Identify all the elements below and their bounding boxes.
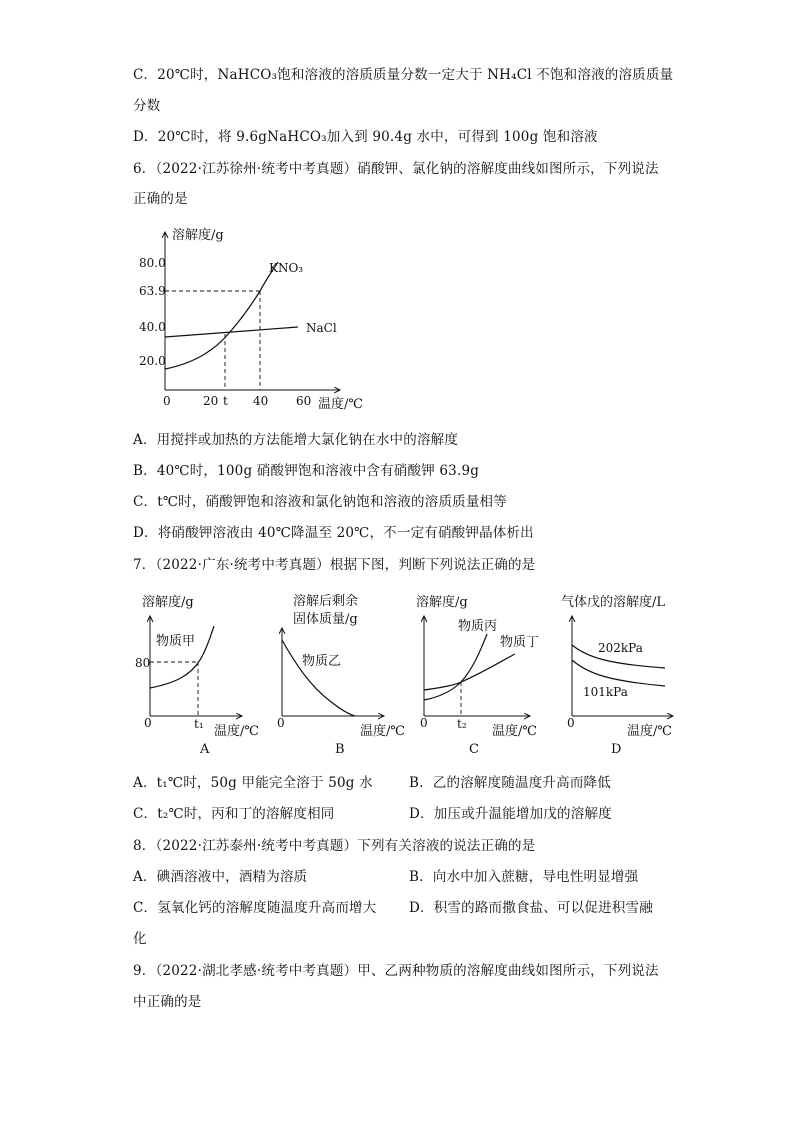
q7d-panel-letter: D xyxy=(611,742,622,757)
q7c-y-label: 溶解度/g xyxy=(416,595,468,610)
q7b-panel-letter: B xyxy=(335,742,345,757)
q6-option-b: B．40℃时，100g 硝酸钾饱和溶液中含有硝酸钾 63.9g xyxy=(133,463,480,479)
q6-option-a: A．用搅拌或加热的方法能增大氯化钠在水中的溶解度 xyxy=(133,432,459,448)
q6-series-nacl xyxy=(165,327,298,337)
q7a-ytick-80: 80 xyxy=(135,656,151,670)
q7-panels xyxy=(130,588,690,768)
q6-x-label: 温度/℃ xyxy=(318,397,363,412)
q6-ytick-80: 80.0 xyxy=(139,256,166,270)
q5-option-c-line1: C．20℃时，NaHCO₃饱和溶液的溶质质量分数一定大于 NH₄Cl 不饱和溶液的溶质质量 xyxy=(133,67,674,83)
q6-stem-line1: 6．（2022·江苏徐州·统考中考真题）硝酸钾、氯化钠的溶解度曲线如图所示，下列说法 xyxy=(133,161,659,177)
q6-xtick-t: t xyxy=(223,394,228,408)
q6-series-kno3-label: KNO₃ xyxy=(269,261,304,275)
q7a-origin: 0 xyxy=(144,716,152,730)
q7a-x-label: 温度/℃ xyxy=(214,724,259,739)
q6-ytick-20: 20.0 xyxy=(139,354,166,368)
q7-panel-b xyxy=(277,593,405,757)
q5-option-c-line2: 分数 xyxy=(133,98,161,114)
q7-option-c: C．t₂℃时，丙和丁的溶解度相同 xyxy=(133,806,335,822)
q6-xtick-0: 0 xyxy=(163,394,171,408)
q7b-y-label-line2: 固体质量/g xyxy=(293,612,358,627)
q7a-xtick-t1: t₁ xyxy=(194,717,204,731)
q7-panel-a xyxy=(135,594,259,757)
q7c-series-ding xyxy=(424,654,515,690)
q6-series-kno3 xyxy=(165,262,278,369)
q6-stem-line2: 正确的是 xyxy=(133,191,188,207)
q7c-series-bing-label: 物质丙 xyxy=(458,619,498,634)
q6-xtick-40: 40 xyxy=(253,394,269,408)
q7c-series-bing xyxy=(424,634,487,700)
q7b-x-label: 温度/℃ xyxy=(360,724,405,739)
q8-option-d-wrap: 化 xyxy=(133,931,147,947)
q7-option-a: A．t₁℃时，50g 甲能完全溶于 50g 水 xyxy=(133,775,373,791)
q6-ytick-63.9: 63.9 xyxy=(139,284,166,298)
q7b-origin: 0 xyxy=(277,716,285,730)
q7b-y-label-line1: 溶解后剩余 xyxy=(293,594,359,609)
q7-panel-c xyxy=(416,594,539,757)
q7d-origin: 0 xyxy=(567,716,575,730)
q7c-origin: 0 xyxy=(420,716,428,730)
q7a-panel-letter: A xyxy=(200,742,210,757)
q7d-series-202-label: 202kPa xyxy=(598,641,643,655)
q7d-series-101kpa xyxy=(572,660,665,686)
q6-xtick-20: 20 xyxy=(203,394,219,408)
q7a-y-label: 溶解度/g xyxy=(142,595,194,610)
q7a-series-label: 物质甲 xyxy=(156,634,196,649)
q6-y-label: 溶解度/g xyxy=(172,228,224,243)
q7c-xtick-t2: t₂ xyxy=(457,717,467,731)
q7c-panel-letter: C xyxy=(469,742,479,757)
q6-solubility-chart xyxy=(130,222,370,422)
q7d-x-label: 温度/℃ xyxy=(627,724,672,739)
q6-xtick-60: 60 xyxy=(296,394,312,408)
q9-stem-line2: 中正确的是 xyxy=(133,994,202,1010)
q6-series-nacl-label: NaCl xyxy=(306,321,337,335)
q6-ytick-40: 40.0 xyxy=(139,320,166,334)
q7c-x-label: 温度/℃ xyxy=(492,724,537,739)
q6-option-d: D．将硝酸钾溶液由 40℃降温至 20℃，不一定有硝酸钾晶体析出 xyxy=(133,525,534,541)
q8-option-d: D．积雪的路而撒食盐、可以促进积雪融 xyxy=(409,900,653,916)
q7d-y-label: 气体戊的溶解度/L xyxy=(561,595,666,610)
q7-panel-d xyxy=(561,594,673,757)
q5-option-d: D．20℃时，将 9.6gNaHCO₃加入到 90.4g 水中，可得到 100g 饱和溶液 xyxy=(133,129,598,145)
q6-option-c: C．t℃时，硝酸钾饱和溶液和氯化钠饱和溶液的溶质质量相等 xyxy=(133,494,507,510)
q7c-series-ding-label: 物质丁 xyxy=(500,635,540,650)
q7b-series-yi xyxy=(282,640,355,716)
q7d-series-101-label: 101kPa xyxy=(583,685,628,699)
q8-stem: 8．（2022·江苏泰州·统考中考真题）下列有关溶液的说法正确的是 xyxy=(133,838,536,854)
q8-option-a: A．碘酒溶液中，酒精为溶质 xyxy=(133,869,308,885)
q7b-series-label: 物质乙 xyxy=(302,654,342,669)
q7-stem: 7．（2022·广东·统考中考真题）根据下图，判断下列说法正确的是 xyxy=(133,557,536,573)
q8-option-b: B．向水中加入蔗糖，导电性明显增强 xyxy=(409,869,639,885)
q9-stem-line1: 9．（2022·湖北孝感·统考中考真题）甲、乙两种物质的溶解度曲线如图所示，下列说法 xyxy=(133,963,659,979)
q7-option-b: B．乙的溶解度随温度升高而降低 xyxy=(409,775,611,791)
q8-option-c: C．氢氧化钙的溶解度随温度升高而增大 xyxy=(133,900,377,916)
q7-option-d: D．加压或升温能增加戊的溶解度 xyxy=(409,806,612,822)
